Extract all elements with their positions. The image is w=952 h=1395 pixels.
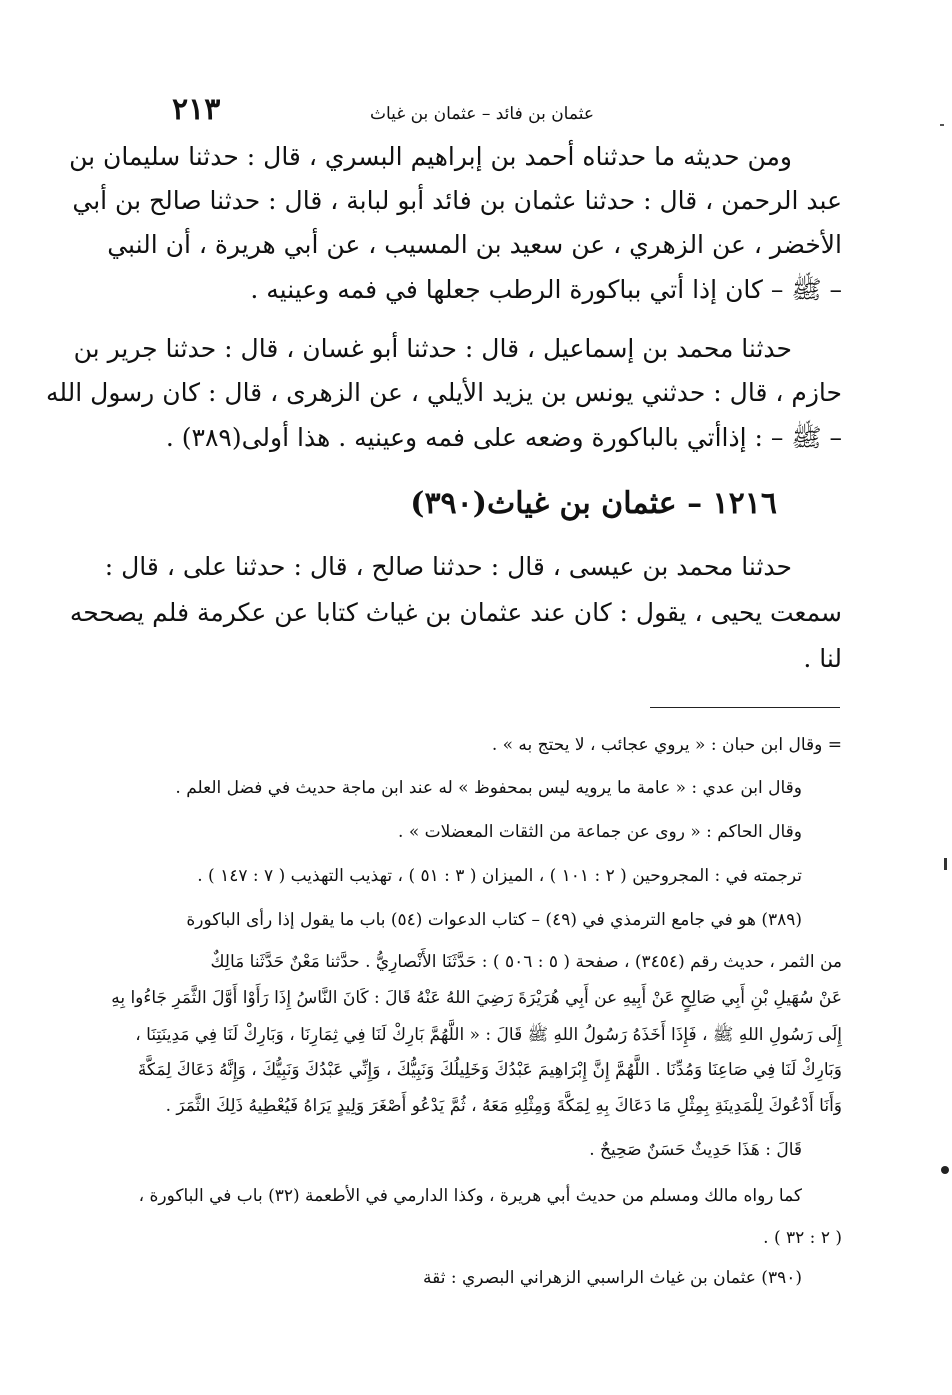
- footnote-line: ( ٢ : ٣٢ ) .: [763, 1228, 842, 1248]
- footnote-line: كما رواه مالك ومسلم من حديث أبي هريرة ، وكذا الدارمي في الأطعمة (٣٢) باب في الباكورة ،: [138, 1186, 802, 1206]
- body-line: حدثنا محمد بن إسماعيل ، قال : حدثنا أبو غسان ، قال : حدثنا جرير بن: [73, 334, 792, 363]
- footnote-line: (٣٩٠) عثمان بن غياث الراسبي الزهراني البصري : ثقة: [423, 1268, 802, 1288]
- scan-speck: [941, 1166, 949, 1174]
- body-line: حازم ، قال : حدثني يونس بن يزيد الأيلي ، عن الزهرى ، قال : كان رسول الله: [45, 378, 842, 407]
- body-line: حدثنا محمد بن عيسى ، قال : حدثنا صالح ، قال : حدثنا على ، قال :: [104, 552, 792, 581]
- body-line: لنا .: [803, 644, 842, 673]
- footnote-line: وقال ابن عدي : « عامة ما يرويه ليس بمحفوظ » له عند ابن ماجة حديث في فضل العلم .: [175, 778, 802, 798]
- footnote-line: قَالَ : هَذَا حَدِيثٌ حَسَنٌ صَحِيحٌ .: [589, 1140, 802, 1160]
- footnote-divider: [650, 707, 840, 708]
- scan-speck: [940, 124, 944, 126]
- footnote-line: عَنْ سُهَيلِ بْنِ أَبِي صَالِحٍ عَنْ أَبِيهِ عن أَبِي هُرَيْرَةَ رَضِيَ اللهُ عَنْهُ قَالَ : كَانَ النَّاسُ إِذَا رَأَوْا أَوَّلَ الثَّمَرِ جَاءُوا بِهِ: [111, 988, 842, 1008]
- body-line: ومن حديثه ما حدثناه أحمد بن إبراهيم البسري ، قال : حدثنا سليمان بن: [69, 142, 792, 171]
- footnote-line: (٣٨٩) هو في جامع الترمذي في (٤٩) – كتاب الدعوات (٥٤) باب ما يقول إذا رأى الباكورة: [186, 910, 802, 930]
- footnote-line: ترجمته في : المجروحين ( ٢ : ١٠١ ) ، الميزان ( ٣ : ٥١ ) ، تهذيب التهذيب ( ٧ : ١٤٧ ) .: [197, 866, 802, 886]
- footnote-line: وَأَنَا أَدْعُوكَ لِلْمَدِينَةِ بِمِثْلِ مَا دَعَاكَ بِهِ لِمَكَّةَ وَمِثْلِهِ مَعَهُ ، ثُمَّ يَدْعُو أَصْغَرَ وَلِيدٍ يَرَاهُ فَيُعْطِيهُ ذَلِكَ الثَّمَرَ .: [165, 1096, 842, 1116]
- body-line: الأخضر ، عن الزهري ، عن سعيد بن المسيب ، عن أبي هريرة ، أن النبي: [107, 230, 842, 259]
- body-line: سمعت يحيى ، يقول : كان عند عثمان بن غياث كتابا عن عكرمة فلم يصححه: [69, 598, 842, 627]
- footnote-line: وقال الحاكم : « روى عن جماعة من الثقات المعضلات » .: [398, 822, 802, 842]
- body-line: – ﷺ – كان إذا أتي بباكورة الرطب جعلها في فمه وعينيه .: [250, 275, 842, 304]
- scan-speck: [944, 858, 947, 870]
- page-number: ٢١٣: [172, 92, 221, 127]
- body-line: – ﷺ – : إذاأتي بالباكورة وضعه على فمه وعينيه . هذا أولى(٣٨٩) .: [165, 423, 842, 452]
- entry-title: ١٢١٦ – عثمان بن غياث(٣٩٠): [410, 486, 777, 521]
- footnote-line: وَبَارِكْ لَنَا فِي صَاعِنَا وَمُدِّنَا . اللَّهُمَّ إِنَّ إِبْرَاهِيمَ عَبْدُكَ وَخَلِيلُكَ وَنَبِيُّكَ ، وَإِنِّي عَبْدُكَ وَنَبِيُّكَ ، وَإِنَّهُ دَعَاكَ لِمَكَّةَ: [137, 1060, 842, 1080]
- footnote-line: من الثمر ، حديث رقم (٣٤٥٤) ، صفحة ( ٥ : ٥٠٦ ) : حَدَّثَنَا الأَنْصارِيُّ . حدَّثنا مَعْنٌ حَدَّثَنا مَالِكٌ: [210, 952, 842, 972]
- running-head: عثمان بن فائد – عثمان بن غياث: [370, 104, 594, 124]
- footnote-line: إِلَى رَسُولِ اللهِ ﷺ ، فَإِذَا أَخَذَهُ رَسُولُ اللهِ ﷺ قَالَ : « اللَّهُمَّ بَارِكْ لَنَا فِي ثِمَارِنَا ، وَبَارِكْ لَنَا فِي مَدِينَتِنَا ،: [135, 1025, 842, 1045]
- footnote-line: = وقال ابن حبان : « يروي عجائب ، لا يحتج به » .: [491, 735, 842, 755]
- body-line: عبد الرحمن ، قال : حدثنا عثمان بن فائد أبو لبابة ، قال : حدثنا صالح بن أبي: [72, 186, 842, 215]
